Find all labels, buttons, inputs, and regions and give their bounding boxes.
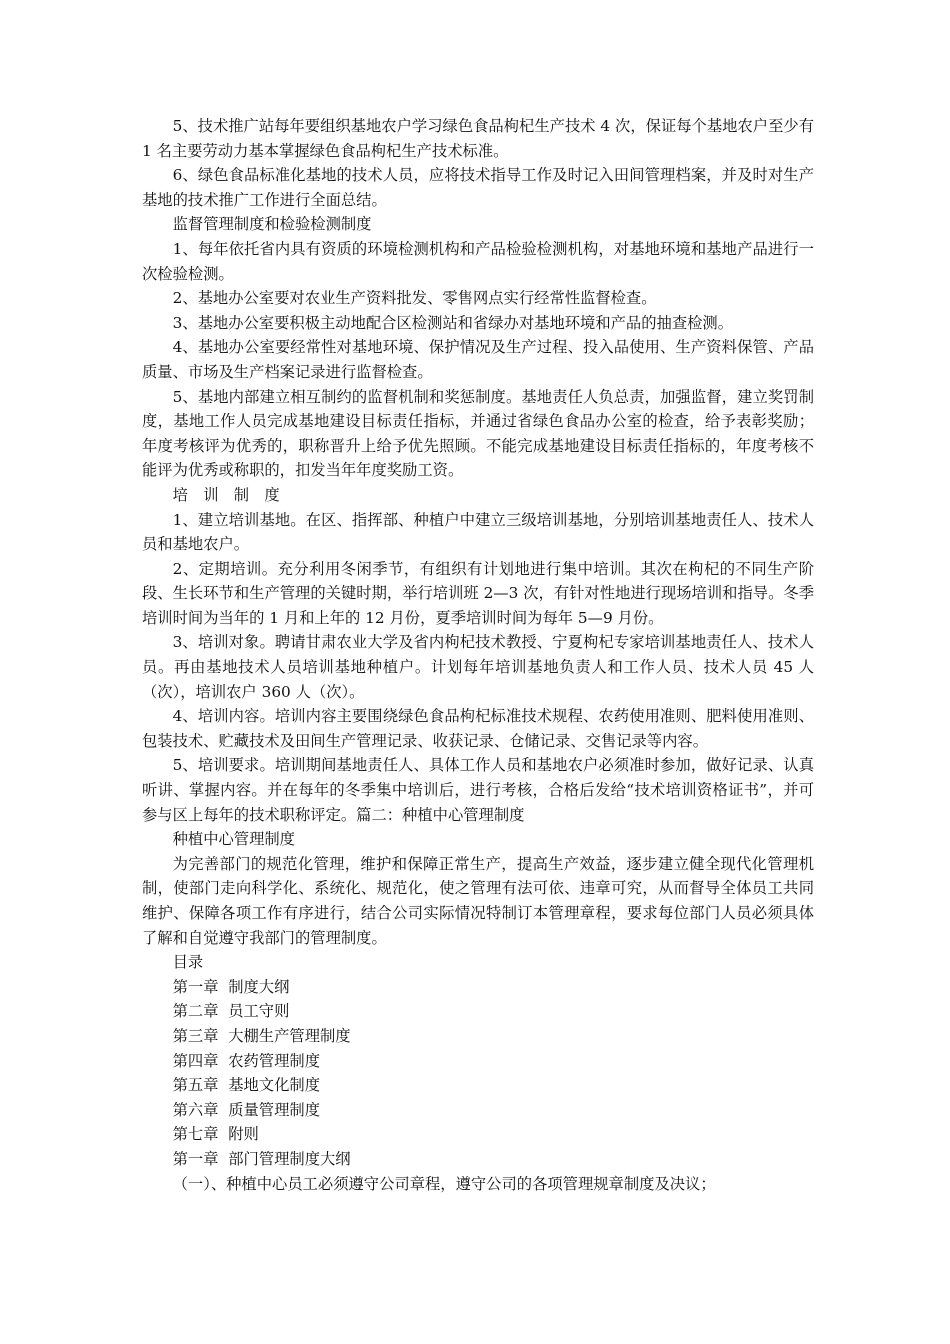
paragraph: 3、基地办公室要积极主动地配合区检测站和省绿办对基地环境和产品的抽查检测。 xyxy=(172,313,734,332)
toc-item: 第一章 制度大纲 xyxy=(172,977,290,996)
toc-item: 第五章 基地文化制度 xyxy=(172,1076,320,1095)
toc-item: 第四章 农药管理制度 xyxy=(172,1051,320,1070)
toc-item: 第三章 大棚生产管理制度 xyxy=(172,1026,351,1045)
paragraph: 3、培训对象。聘请甘肃农业大学及省内枸杞技术教授、宁夏枸杞专家培训基地责任人、技术人员。再由基地技术人员培训基地种植户。计划每年培训基地负责人和工作人员、技术人员 45 人（次），培训农户 360 人（次）。 xyxy=(142,633,814,701)
paragraph: 6、绿色食品标准化基地的技术人员，应将技术指导工作及时记入田间管理档案，并及时对生产基地的技术推广工作进行全面总结。 xyxy=(142,166,814,209)
paragraph: 2、基地办公室要对农业生产资料批发、零售网点实行经常性监督检查。 xyxy=(172,289,657,308)
section-heading: 种植中心管理制度 xyxy=(172,830,295,849)
paragraph: 1、建立培训基地。在区、指挥部、种植户中建立三级培训基地，分别培训基地责任人、技术人员和基地农户。 xyxy=(142,510,814,554)
section-heading: 培 训 制 度 xyxy=(172,485,280,504)
paragraph: 4、基地办公室要经常性对基地环境、保护情况及生产过程、投入品使用、生产资料保管、产品质量、市场及生产档案记录进行监督检查。 xyxy=(142,338,814,381)
toc-item: 第二章 员工守则 xyxy=(172,1002,290,1021)
chapter-heading: 第一章 部门管理制度大纲 xyxy=(172,1149,351,1168)
paragraph: 为完善部门的规范化管理，维护和保障正常生产，提高生产效益，逐步建立健全现代化管理机制，使部门走向科学化、系统化、规范化，使之管理有法可依、违章可究，从而督导全体员工共同维护、保障各项工作有序进行，结合公司实际情况特制订本管理章程，要求每位部门人员必须具体了解和自觉遵守我部门的管理制度。 xyxy=(142,854,814,947)
toc-item: 第六章 质量管理制度 xyxy=(172,1100,320,1119)
paragraph: 4、培训内容。培训内容主要围绕绿色食品枸杞标准技术规程、农药使用准则、肥料使用准则、包装技术、贮藏技术及田间生产管理记录、收获记录、仓储记录、交售记录等内容。 xyxy=(142,707,814,750)
paragraph: 5、技术推广站每年要组织基地农户学习绿色食品枸杞生产技术 4 次，保证每个基地农户至少有 1 名主要劳动力基本掌握绿色食品枸杞生产技术标准。 xyxy=(142,117,814,160)
toc-heading: 目录 xyxy=(172,953,204,972)
section-heading: 监督管理制度和检验检测制度 xyxy=(172,215,372,234)
paragraph: 5、基地内部建立相互制约的监督机制和奖惩制度。基地责任人负总责，加强监督，建立奖罚制度，基地工作人员完成基地建设目标责任指标，并通过省绿色食品办公室的检查，给予表彰奖励；年度考核评为优秀的，职称晋升上给予优先照顾。不能完成基地建设目标责任指标的，年度考核不能评为优秀或称职的，扣发当年年度奖励工资。 xyxy=(142,387,814,480)
paragraph: 2、定期培训。充分利用冬闲季节，有组织有计划地进行集中培训。其次在枸杞的不同生产阶段、生长环节和生产管理的关键时期，举行培训班 2—3 次，有针对性地进行现场培训和指导。冬季培训时间为当年的 1 月和上年的 12 月份，夏季培训时间为每年 5—9 月份。 xyxy=(142,559,814,627)
toc-item: 第七章 附则 xyxy=(172,1125,259,1144)
document-page xyxy=(142,114,814,1196)
paragraph: 5、培训要求。培训期间基地责任人、具体工作人员和基地农户必须准时参加，做好记录、认真听讲、掌握内容。并在每年的冬季集中培训后，进行考核，合格后发给“技术培训资格证书”，并可参与区上每年的技术职称评定。篇二：种植中心管理制度 xyxy=(142,756,814,824)
paragraph: （一）、种植中心员工必须遵守公司章程，遵守公司的各项管理规章制度及决议； xyxy=(172,1174,716,1193)
paragraph: 1、每年依托省内具有资质的环境检测机构和产品检验检测机构，对基地环境和基地产品进行一次检验检测。 xyxy=(142,239,814,283)
